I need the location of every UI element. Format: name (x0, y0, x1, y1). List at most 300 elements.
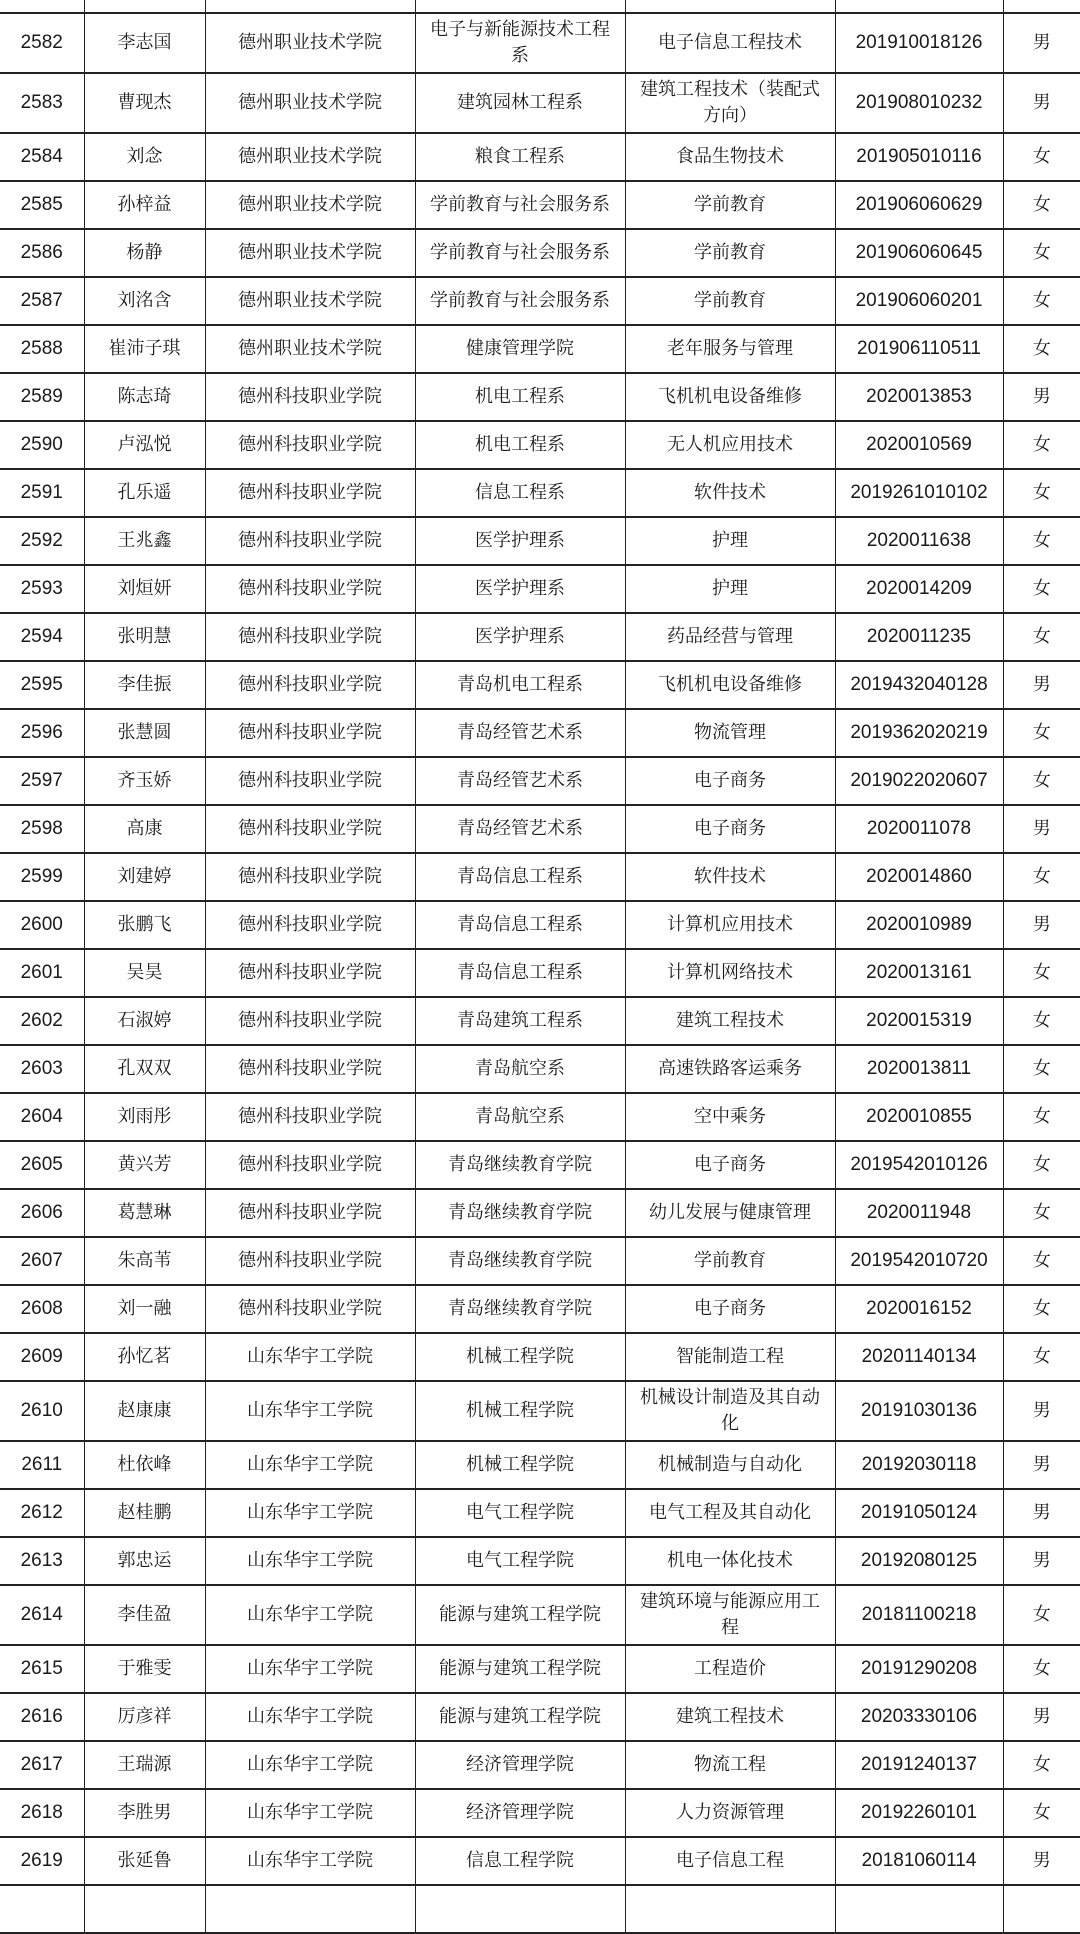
major-cell: 电子商务 (625, 1285, 835, 1333)
table-row (0, 421, 1080, 469)
major-cell: 电气工程及其自动化 (625, 1489, 835, 1537)
student-id-cell: 20192030118 (835, 1441, 1003, 1489)
row-number-cell: 2589 (0, 373, 84, 421)
empty-cell (84, 1885, 205, 1933)
student-name-cell: 王瑞源 (84, 1741, 205, 1789)
student-id-cell: 20181100218 (835, 1585, 1003, 1645)
table-row (0, 661, 1080, 709)
department-cell: 电气工程学院 (415, 1537, 625, 1585)
student-name-cell: 齐玉娇 (84, 757, 205, 805)
table-row (0, 1537, 1080, 1585)
school-cell: 德州科技职业学院 (205, 997, 415, 1045)
table-row (0, 1381, 1080, 1441)
empty-cell (0, 0, 84, 13)
school-cell: 德州科技职业学院 (205, 1285, 415, 1333)
student-name-cell: 张延鲁 (84, 1837, 205, 1885)
student-id-cell: 20191030136 (835, 1381, 1003, 1441)
gender-cell: 女 (1003, 757, 1080, 805)
student-id-cell: 20191240137 (835, 1741, 1003, 1789)
major-cell: 电子信息工程技术 (625, 13, 835, 73)
row-number-cell: 2582 (0, 13, 84, 73)
student-id-cell: 2020010569 (835, 421, 1003, 469)
department-cell: 青岛经管艺术系 (415, 805, 625, 853)
gender-cell: 女 (1003, 1237, 1080, 1285)
table-row (0, 373, 1080, 421)
major-cell: 电子商务 (625, 757, 835, 805)
major-cell: 工程造价 (625, 1645, 835, 1693)
student-name-cell: 朱高苇 (84, 1237, 205, 1285)
major-cell: 空中乘务 (625, 1093, 835, 1141)
student-id-cell: 20191290208 (835, 1645, 1003, 1693)
row-number-cell: 2592 (0, 517, 84, 565)
student-name-cell: 赵康康 (84, 1381, 205, 1441)
gender-cell: 女 (1003, 181, 1080, 229)
student-name-cell: 刘洺含 (84, 277, 205, 325)
school-cell: 山东华宇工学院 (205, 1585, 415, 1645)
department-cell: 经济管理学院 (415, 1789, 625, 1837)
gender-cell: 女 (1003, 1741, 1080, 1789)
student-name-cell: 孔双双 (84, 1045, 205, 1093)
student-name-cell: 李佳振 (84, 661, 205, 709)
row-number-cell: 2611 (0, 1441, 84, 1489)
empty-cell (205, 0, 415, 13)
table-row (0, 1489, 1080, 1537)
table-row (0, 709, 1080, 757)
student-id-cell: 2020015319 (835, 997, 1003, 1045)
department-cell: 青岛继续教育学院 (415, 1189, 625, 1237)
school-cell: 山东华宇工学院 (205, 1489, 415, 1537)
department-cell: 机电工程系 (415, 373, 625, 421)
major-cell: 电子商务 (625, 805, 835, 853)
department-cell: 医学护理系 (415, 613, 625, 661)
gender-cell: 男 (1003, 1489, 1080, 1537)
empty-cell (625, 0, 835, 13)
gender-cell: 女 (1003, 1333, 1080, 1381)
row-number-cell: 2587 (0, 277, 84, 325)
school-cell: 德州职业技术学院 (205, 325, 415, 373)
student-name-cell: 刘一融 (84, 1285, 205, 1333)
student-name-cell: 石淑婷 (84, 997, 205, 1045)
table-row (0, 1045, 1080, 1093)
gender-cell: 女 (1003, 421, 1080, 469)
department-cell: 青岛继续教育学院 (415, 1141, 625, 1189)
table-row (0, 997, 1080, 1045)
school-cell: 德州职业技术学院 (205, 181, 415, 229)
major-cell: 软件技术 (625, 853, 835, 901)
table-row (0, 1789, 1080, 1837)
table-row (0, 325, 1080, 373)
school-cell: 山东华宇工学院 (205, 1441, 415, 1489)
school-cell: 德州职业技术学院 (205, 13, 415, 73)
major-cell: 飞机机电设备维修 (625, 661, 835, 709)
table-row (0, 277, 1080, 325)
school-cell: 德州科技职业学院 (205, 421, 415, 469)
student-id-cell: 20192080125 (835, 1537, 1003, 1585)
student-id-cell: 201910018126 (835, 13, 1003, 73)
student-id-cell: 201906060201 (835, 277, 1003, 325)
table-row (0, 1093, 1080, 1141)
major-cell: 电子信息工程 (625, 1837, 835, 1885)
student-name-cell: 崔沛子琪 (84, 325, 205, 373)
student-id-cell: 2020010989 (835, 901, 1003, 949)
student-name-cell: 郭忠运 (84, 1537, 205, 1585)
gender-cell: 女 (1003, 1093, 1080, 1141)
department-cell: 青岛航空系 (415, 1045, 625, 1093)
row-number-cell: 2601 (0, 949, 84, 997)
empty-cell (205, 1885, 415, 1933)
student-id-cell: 2020013853 (835, 373, 1003, 421)
school-cell: 德州科技职业学院 (205, 1141, 415, 1189)
school-cell: 山东华宇工学院 (205, 1537, 415, 1585)
row-number-cell: 2596 (0, 709, 84, 757)
row-number-cell: 2609 (0, 1333, 84, 1381)
major-cell: 计算机应用技术 (625, 901, 835, 949)
row-number-cell: 2610 (0, 1381, 84, 1441)
student-name-cell: 张明慧 (84, 613, 205, 661)
empty-cell (415, 0, 625, 13)
major-cell: 建筑环境与能源应用工程 (625, 1585, 835, 1645)
gender-cell: 男 (1003, 13, 1080, 73)
department-cell: 能源与建筑工程学院 (415, 1645, 625, 1693)
student-name-cell: 赵桂鹏 (84, 1489, 205, 1537)
student-name-cell: 李佳盈 (84, 1585, 205, 1645)
gender-cell: 女 (1003, 1789, 1080, 1837)
row-number-cell: 2585 (0, 181, 84, 229)
empty-cell (84, 0, 205, 13)
school-cell: 德州科技职业学院 (205, 469, 415, 517)
table-row (0, 1693, 1080, 1741)
row-number-cell: 2612 (0, 1489, 84, 1537)
empty-cell (1003, 1885, 1080, 1933)
department-cell: 能源与建筑工程学院 (415, 1585, 625, 1645)
student-id-cell: 201906060629 (835, 181, 1003, 229)
row-number-cell: 2583 (0, 73, 84, 133)
major-cell: 学前教育 (625, 181, 835, 229)
department-cell: 医学护理系 (415, 565, 625, 613)
row-number-cell: 2593 (0, 565, 84, 613)
major-cell: 飞机机电设备维修 (625, 373, 835, 421)
department-cell: 青岛经管艺术系 (415, 757, 625, 805)
department-cell: 学前教育与社会服务系 (415, 229, 625, 277)
school-cell: 山东华宇工学院 (205, 1333, 415, 1381)
empty-cell (0, 1885, 84, 1933)
empty-cell (835, 1885, 1003, 1933)
row-number-cell: 2584 (0, 133, 84, 181)
row-number-cell: 2590 (0, 421, 84, 469)
school-cell: 德州科技职业学院 (205, 757, 415, 805)
gender-cell: 女 (1003, 1285, 1080, 1333)
major-cell: 护理 (625, 517, 835, 565)
student-id-cell: 2020011235 (835, 613, 1003, 661)
gender-cell: 男 (1003, 661, 1080, 709)
school-cell: 德州科技职业学院 (205, 949, 415, 997)
department-cell: 机械工程学院 (415, 1333, 625, 1381)
table-row (0, 517, 1080, 565)
student-id-cell: 201908010232 (835, 73, 1003, 133)
student-id-cell: 20203330106 (835, 1693, 1003, 1741)
major-cell: 建筑工程技术 (625, 997, 835, 1045)
major-cell: 学前教育 (625, 229, 835, 277)
row-number-cell: 2618 (0, 1789, 84, 1837)
student-name-cell: 杨静 (84, 229, 205, 277)
gender-cell: 女 (1003, 1645, 1080, 1693)
gender-cell: 女 (1003, 277, 1080, 325)
major-cell: 幼儿发展与健康管理 (625, 1189, 835, 1237)
gender-cell: 男 (1003, 805, 1080, 853)
department-cell: 能源与建筑工程学院 (415, 1693, 625, 1741)
department-cell: 经济管理学院 (415, 1741, 625, 1789)
department-cell: 青岛信息工程系 (415, 949, 625, 997)
major-cell: 高速铁路客运乘务 (625, 1045, 835, 1093)
student-name-cell: 于雅雯 (84, 1645, 205, 1693)
major-cell: 学前教育 (625, 277, 835, 325)
school-cell: 德州科技职业学院 (205, 565, 415, 613)
student-name-cell: 刘烜妍 (84, 565, 205, 613)
major-cell: 建筑工程技术（装配式方向） (625, 73, 835, 133)
major-cell: 软件技术 (625, 469, 835, 517)
gender-cell: 女 (1003, 613, 1080, 661)
school-cell: 山东华宇工学院 (205, 1381, 415, 1441)
department-cell: 青岛航空系 (415, 1093, 625, 1141)
student-name-cell: 李胜男 (84, 1789, 205, 1837)
department-cell: 机械工程学院 (415, 1381, 625, 1441)
major-cell: 药品经营与管理 (625, 613, 835, 661)
table-row (0, 1237, 1080, 1285)
student-id-cell: 2020016152 (835, 1285, 1003, 1333)
row-number-cell: 2607 (0, 1237, 84, 1285)
partial-row-bottom (0, 1885, 1080, 1933)
major-cell: 智能制造工程 (625, 1333, 835, 1381)
major-cell: 建筑工程技术 (625, 1693, 835, 1741)
row-number-cell: 2604 (0, 1093, 84, 1141)
school-cell: 德州科技职业学院 (205, 853, 415, 901)
department-cell: 青岛建筑工程系 (415, 997, 625, 1045)
gender-cell: 男 (1003, 73, 1080, 133)
major-cell: 学前教育 (625, 1237, 835, 1285)
table-row (0, 1741, 1080, 1789)
row-number-cell: 2599 (0, 853, 84, 901)
department-cell: 青岛继续教育学院 (415, 1237, 625, 1285)
department-cell: 电气工程学院 (415, 1489, 625, 1537)
student-name-cell: 孙忆茗 (84, 1333, 205, 1381)
row-number-cell: 2591 (0, 469, 84, 517)
student-id-cell: 2020010855 (835, 1093, 1003, 1141)
gender-cell: 女 (1003, 1585, 1080, 1645)
student-name-cell: 陈志琦 (84, 373, 205, 421)
student-name-cell: 孔乐遥 (84, 469, 205, 517)
school-cell: 山东华宇工学院 (205, 1789, 415, 1837)
partial-row-top (0, 0, 1080, 13)
department-cell: 青岛信息工程系 (415, 901, 625, 949)
student-name-cell: 黄兴芳 (84, 1141, 205, 1189)
row-number-cell: 2588 (0, 325, 84, 373)
student-id-cell: 2020014209 (835, 565, 1003, 613)
department-cell: 青岛继续教育学院 (415, 1285, 625, 1333)
student-id-cell: 201905010116 (835, 133, 1003, 181)
table-row (0, 1141, 1080, 1189)
table-row (0, 853, 1080, 901)
student-name-cell: 李志国 (84, 13, 205, 73)
row-number-cell: 2619 (0, 1837, 84, 1885)
table-row (0, 469, 1080, 517)
major-cell: 机械设计制造及其自动化 (625, 1381, 835, 1441)
student-name-cell: 高康 (84, 805, 205, 853)
row-number-cell: 2615 (0, 1645, 84, 1693)
gender-cell: 女 (1003, 949, 1080, 997)
department-cell: 电子与新能源技术工程系 (415, 13, 625, 73)
gender-cell: 男 (1003, 1381, 1080, 1441)
table-row (0, 1285, 1080, 1333)
student-id-cell: 2020011638 (835, 517, 1003, 565)
student-name-cell: 葛慧琳 (84, 1189, 205, 1237)
gender-cell: 男 (1003, 373, 1080, 421)
student-id-cell: 2019022020607 (835, 757, 1003, 805)
student-id-cell: 2020013811 (835, 1045, 1003, 1093)
department-cell: 学前教育与社会服务系 (415, 277, 625, 325)
student-id-cell: 2019362020219 (835, 709, 1003, 757)
gender-cell: 女 (1003, 133, 1080, 181)
department-cell: 机械工程学院 (415, 1441, 625, 1489)
major-cell: 物流工程 (625, 1741, 835, 1789)
table-row (0, 1837, 1080, 1885)
department-cell: 信息工程学院 (415, 1837, 625, 1885)
student-id-cell: 20192260101 (835, 1789, 1003, 1837)
department-cell: 机电工程系 (415, 421, 625, 469)
gender-cell: 男 (1003, 1693, 1080, 1741)
row-number-cell: 2613 (0, 1537, 84, 1585)
table-row (0, 73, 1080, 133)
major-cell: 计算机网络技术 (625, 949, 835, 997)
row-number-cell: 2602 (0, 997, 84, 1045)
table-row (0, 613, 1080, 661)
gender-cell: 男 (1003, 1837, 1080, 1885)
row-number-cell: 2616 (0, 1693, 84, 1741)
school-cell: 德州科技职业学院 (205, 1189, 415, 1237)
gender-cell: 女 (1003, 1045, 1080, 1093)
student-name-cell: 刘建婷 (84, 853, 205, 901)
school-cell: 山东华宇工学院 (205, 1741, 415, 1789)
major-cell: 人力资源管理 (625, 1789, 835, 1837)
student-name-cell: 厉彦祥 (84, 1693, 205, 1741)
gender-cell: 女 (1003, 325, 1080, 373)
department-cell: 青岛机电工程系 (415, 661, 625, 709)
department-cell: 学前教育与社会服务系 (415, 181, 625, 229)
table-row (0, 1585, 1080, 1645)
school-cell: 德州科技职业学院 (205, 709, 415, 757)
school-cell: 德州科技职业学院 (205, 1045, 415, 1093)
gender-cell: 女 (1003, 853, 1080, 901)
school-cell: 山东华宇工学院 (205, 1693, 415, 1741)
student-id-cell: 20181060114 (835, 1837, 1003, 1885)
row-number-cell: 2608 (0, 1285, 84, 1333)
student-id-cell: 2020013161 (835, 949, 1003, 997)
department-cell: 青岛经管艺术系 (415, 709, 625, 757)
gender-cell: 女 (1003, 1141, 1080, 1189)
major-cell: 物流管理 (625, 709, 835, 757)
department-cell: 粮食工程系 (415, 133, 625, 181)
table-row (0, 229, 1080, 277)
student-id-cell: 2020014860 (835, 853, 1003, 901)
student-name-cell: 王兆鑫 (84, 517, 205, 565)
school-cell: 德州科技职业学院 (205, 373, 415, 421)
school-cell: 德州职业技术学院 (205, 277, 415, 325)
gender-cell: 男 (1003, 1537, 1080, 1585)
major-cell: 护理 (625, 565, 835, 613)
gender-cell: 男 (1003, 1441, 1080, 1489)
gender-cell: 女 (1003, 709, 1080, 757)
major-cell: 无人机应用技术 (625, 421, 835, 469)
major-cell: 电子商务 (625, 1141, 835, 1189)
empty-cell (1003, 0, 1080, 13)
school-cell: 山东华宇工学院 (205, 1645, 415, 1693)
school-cell: 德州职业技术学院 (205, 229, 415, 277)
student-name-cell: 孙梓益 (84, 181, 205, 229)
school-cell: 德州科技职业学院 (205, 661, 415, 709)
student-id-cell: 2019261010102 (835, 469, 1003, 517)
gender-cell: 女 (1003, 1189, 1080, 1237)
department-cell: 信息工程系 (415, 469, 625, 517)
student-name-cell: 吴昊 (84, 949, 205, 997)
student-id-cell: 2019542010126 (835, 1141, 1003, 1189)
student-id-cell: 2020011078 (835, 805, 1003, 853)
major-cell: 机械制造与自动化 (625, 1441, 835, 1489)
school-cell: 德州科技职业学院 (205, 805, 415, 853)
student-id-cell: 201906110511 (835, 325, 1003, 373)
row-number-cell: 2603 (0, 1045, 84, 1093)
empty-cell (625, 1885, 835, 1933)
table-row (0, 1189, 1080, 1237)
gender-cell: 女 (1003, 517, 1080, 565)
major-cell: 机电一体化技术 (625, 1537, 835, 1585)
row-number-cell: 2594 (0, 613, 84, 661)
row-number-cell: 2597 (0, 757, 84, 805)
row-number-cell: 2605 (0, 1141, 84, 1189)
school-cell: 德州职业技术学院 (205, 73, 415, 133)
student-id-cell: 201906060645 (835, 229, 1003, 277)
student-name-cell: 刘雨彤 (84, 1093, 205, 1141)
table-row (0, 757, 1080, 805)
department-cell: 建筑园林工程系 (415, 73, 625, 133)
student-id-cell: 2019542010720 (835, 1237, 1003, 1285)
gender-cell: 女 (1003, 229, 1080, 277)
student-id-cell: 20201140134 (835, 1333, 1003, 1381)
row-number-cell: 2595 (0, 661, 84, 709)
row-number-cell: 2614 (0, 1585, 84, 1645)
empty-cell (835, 0, 1003, 13)
gender-cell: 女 (1003, 997, 1080, 1045)
table-row (0, 1333, 1080, 1381)
student-name-cell: 张慧圆 (84, 709, 205, 757)
student-name-cell: 张鹏飞 (84, 901, 205, 949)
table-row (0, 901, 1080, 949)
gender-cell: 女 (1003, 469, 1080, 517)
school-cell: 山东华宇工学院 (205, 1837, 415, 1885)
school-cell: 德州科技职业学院 (205, 517, 415, 565)
student-name-cell: 卢泓悦 (84, 421, 205, 469)
student-id-cell: 2020011948 (835, 1189, 1003, 1237)
school-cell: 德州科技职业学院 (205, 1093, 415, 1141)
table-row (0, 949, 1080, 997)
row-number-cell: 2617 (0, 1741, 84, 1789)
table-row (0, 181, 1080, 229)
student-name-cell: 杜依峰 (84, 1441, 205, 1489)
row-number-cell: 2586 (0, 229, 84, 277)
major-cell: 食品生物技术 (625, 133, 835, 181)
empty-cell (415, 1885, 625, 1933)
department-cell: 健康管理学院 (415, 325, 625, 373)
department-cell: 青岛信息工程系 (415, 853, 625, 901)
table-row (0, 805, 1080, 853)
